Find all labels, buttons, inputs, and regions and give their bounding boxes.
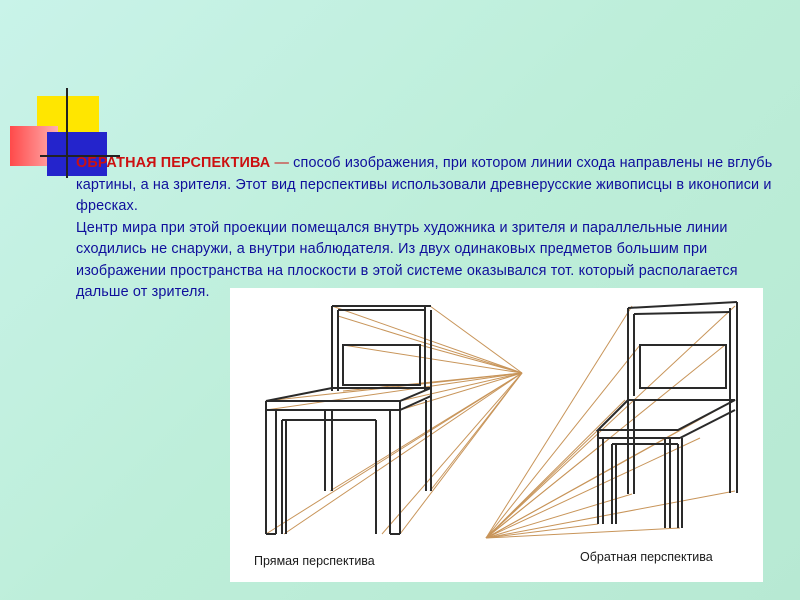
chairs-drawing [230, 288, 763, 582]
vertical-line [66, 88, 68, 178]
definition-text: способ изображения, при котором линии схода направлены не вглубь картины, а на зрителя. Этот вид перспективы использовали древнерусские живописцы в иконописи и фресках. [76, 155, 773, 214]
caption-direct-perspective: Прямая перспектива [254, 554, 375, 568]
description-text [76, 153, 786, 304]
paragraph-2: Центр мира при этой проекции помещался внутрь художника и зрителя и параллельные линии сходились не снаружи, а внутри наблюдателя. Из двух одинаковых предметов большим при изображении пространства на плоскости в этой системе оказывался тот. который располагается дальше от зрителя. [76, 219, 738, 300]
caption-reverse-perspective: Обратная перспектива [580, 550, 713, 564]
perspective-comparison-figure [230, 288, 763, 582]
reverse-perspective-projection-lines [486, 306, 735, 538]
term-dash: — [270, 155, 294, 171]
direct-perspective-chair [266, 306, 431, 534]
term-heading: ОБРАТНАЯ ПЕРСПЕКТИВА [76, 155, 271, 171]
